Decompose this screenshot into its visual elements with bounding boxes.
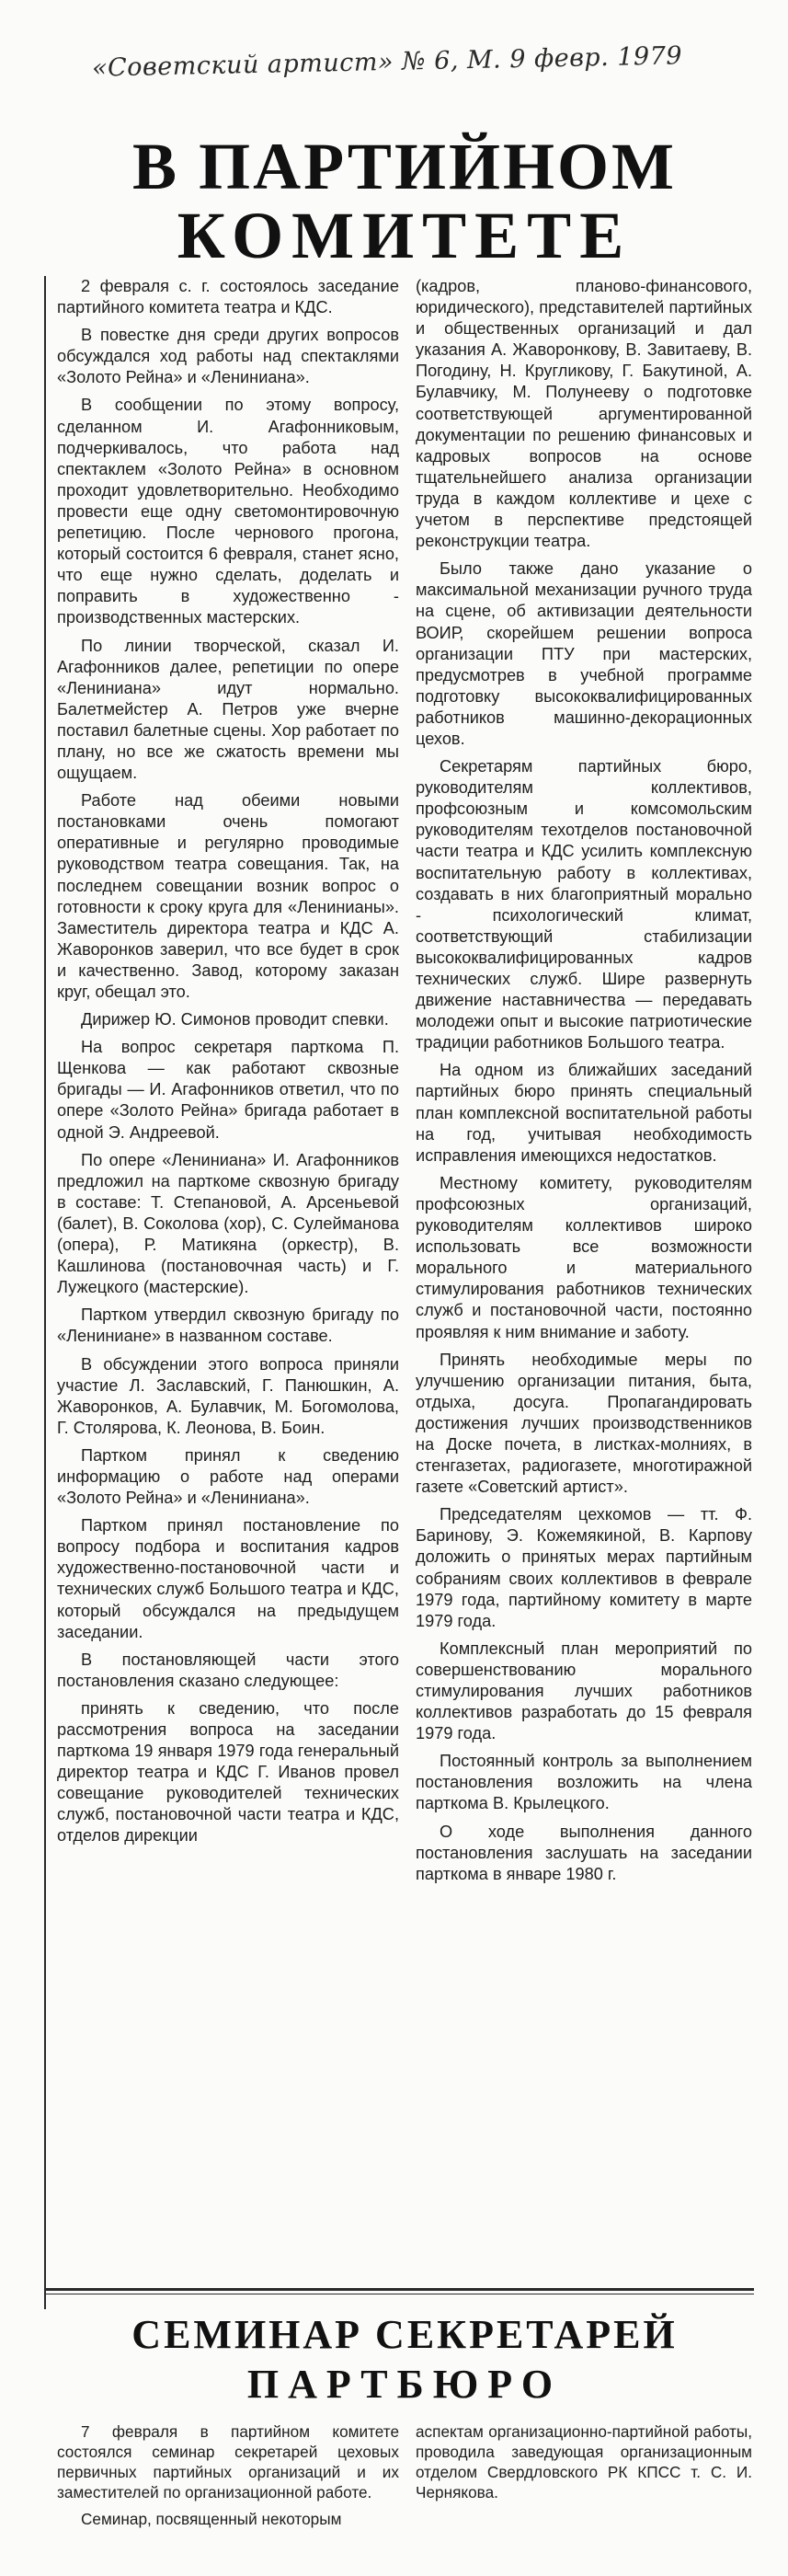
paragraph: Партком принял к сведению информацию о работе над операми «Золото Рейна» и «Лениниана».	[57, 1445, 399, 1508]
paragraph: Председателям цехкомов — тт. Ф. Баринову, Э. Кожемякиной, В. Карпову доложить о принятых мерах партийным собраниям своих коллективов в феврале 1979 года, партийному комитету в марте 1979 года.	[416, 1505, 752, 1630]
paragraph: В обсуждении этого вопроса приняли участие Л. Заславский, Г. Панюшкин, А. Жаворонков, А. Булавчик, М. Богомолова, Г. Столярова, К. Леонова, В. Боин.	[57, 1354, 399, 1437]
paragraph: Дирижер Ю. Симонов проводит спевки.	[81, 1010, 389, 1029]
paragraph: принять к сведению, что после рассмотрения вопроса на заседании парткома 19 января 1979 года генеральный директор театра и КДС Г. Иванов провел совещание руководителей технических служб, постановочной части театра и КДС, отделов дирекции	[57, 1698, 399, 1846]
paragraph: В сообщении по этому вопросу, сделанном И. Агафонниковым, подчеркивалось, что работа над спектаклем «Золото Рейна» в основном проходит удовлетворительно. Необходимо провести еще одну светомонтировочную репетицию. После чернового прогона, который состоится 6 февраля, станет ясно, что еще нужно сделать, доделать и поправить в художественно - производственных мастерских.	[57, 396, 399, 627]
paragraph: Работе над обеими новыми постановками очень помогают оперативные и регулярно проводимые руководством театра совещания. Так, на последнем совещании возник вопрос о готовности к сроку круга для «Ленинианы». Заместитель директора театра и КДС А. Жаворонков заверил, что все будет в срок и качественно. Завод, которому заказан круг, обещал это.	[57, 791, 399, 1001]
section-divider	[46, 2288, 754, 2291]
handwritten-source-note: «Советский артист» № 6, М. 9 февр. 1979	[91, 41, 683, 83]
paragraph: Семинар, посвященный некоторым	[81, 2510, 342, 2528]
paragraph: По линии творческой, сказал И. Агафонников далее, репетиции по опере «Лениниана» идут нормально. Балетмейстер А. Петров уже вчерне поставил балетные сцены. Хор работает по плану, но все же сжатость времени мы ощущаем.	[57, 636, 399, 783]
paragraph: Партком утвердил сквозную бригаду по «Лениниане» в названном составе.	[57, 1305, 399, 1346]
article-column-2	[416, 276, 752, 1892]
paragraph: Принять необходимые меры по улучшению организации питания, быта, отдыха, досуга. Пропагандировать достижения лучших производственников на Доске почета, в листках-молниях, в стенгазетах, радиогазете, многотиражной газете «Советский артист».	[416, 1350, 752, 1497]
second-headline-line-2: ПАРТБЮРО	[246, 2362, 563, 2407]
paragraph: аспектам организационно-партийной работы, проводила заведующая организационным отделом Свердловского РК КПСС т. С. И. Чернякова.	[416, 2422, 752, 2501]
paragraph: О ходе выполнения данного постановления заслушать на заседании парткома в январе 1980 г.	[416, 1822, 752, 1883]
paragraph: По опере «Лениниана» И. Агафонников предложил на парткоме сквозную бригаду в составе: Т. Степановой, А. Арсеньевой (балет), В. Соколова (хор), С. Сулейманова (опера), Р. Матикяна (оркестр), В. Кашлинова (постановочная часть) и Г. Лужецкого (мастерские).	[57, 1150, 399, 1297]
paragraph: Партком принял постановление по вопросу подбора и воспитания кадров художественно-постановочной части и технических служб Большого театра и КДС, который обсуждался на предыдущем заседании.	[57, 1516, 399, 1641]
paragraph: 2 февраля с. г. состоялось заседание партийного комитета театра и КДС.	[57, 277, 399, 317]
paragraph: В повестке дня среди других вопросов обсуждался ход работы над спектаклями «Золото Рейна» и «Лениниана».	[57, 326, 399, 387]
headline-line-2: КОМИТЕТЕ	[177, 199, 633, 272]
paragraph: Местному комитету, руководителям профсоюзных организаций, руководителям коллективов широко использовать все возможности морального и материального стимулирования работников технических служб и постановочной части, постоянно проявляя к ним внимание и заботу.	[416, 1173, 752, 1341]
paragraph: Было также дано указание о максимальной механизации ручного труда на сцене, об активизации деятельности ВОИР, скорейшем решении вопроса организации ПТУ при мастерских, предусмотрев в учебной программе подготовку высококвалифицированных работников машинно-декорационных цехов.	[416, 559, 752, 748]
left-column-rule	[44, 276, 46, 2309]
second-article-column-1	[57, 2421, 399, 2536]
paragraph: 7 февраля в партийном комитете состоялся семинар секретарей цеховых первичных партийных организаций и их заместителей по организационной работе.	[57, 2422, 399, 2501]
paragraph: (кадров, планово-финансового, юридического), представителей партийных и общественных организаций и дал указания А. Жаворонкову, В. Завитаеву, В. Погодину, Н. Кругликову, Г. Бакутиной, А. Булавчику, М. Полунееву о подготовке соответствующей аргументированной документации по решению финансовых и кадровых вопросов на основе тщательнейшего анализа организации труда в каждом коллективе и цехе с учетом в перспективе предстоящей реконструкции театра.	[416, 277, 752, 551]
paragraph: На одном из ближайших заседаний партийных бюро принять специальный план комплексной воспитательной работы на год, учитывая необходимость исправления имеющихся недостатков.	[416, 1061, 752, 1165]
second-headline-line-1: СЕМИНАР СЕКРЕТАРЕЙ	[131, 2312, 678, 2357]
paragraph: В постановляющей части этого постановления сказано следующее:	[57, 1650, 399, 1690]
paragraph: Секретарям партийных бюро, руководителям коллективов, профсоюзным и комсомольским руководителям техотделов постановочной части театра и КДС усилить комплексную воспитательную работу в коллективах, создавать в них благоприятный морально - психологический климат, соответствующий стабилизации высококвалифицированных кадров технических служб. Шире развернуть движение наставничества — передавать молодежи опыт и высокие патриотические традиции работников Большого театра.	[416, 757, 752, 1052]
article-column-1	[57, 276, 399, 1854]
second-article-column-2	[416, 2421, 752, 2509]
headline-line-1: В ПАРТИЙНОМ	[132, 130, 677, 203]
paragraph: Комплексный план мероприятий по совершенствованию морального стимулирования лучших работников коллективов разработать до 15 февраля 1979 года.	[416, 1639, 752, 1743]
paragraph: На вопрос секретаря парткома П. Щенкова — как работают сквозные бригады — И. Агафонников ответил, что по опере «Золото Рейна» бригада работает в одной Э. Андреевой.	[57, 1038, 399, 1142]
paragraph: Постоянный контроль за выполнением постановления возложить на члена парткома В. Крылецкого.	[416, 1752, 752, 1813]
